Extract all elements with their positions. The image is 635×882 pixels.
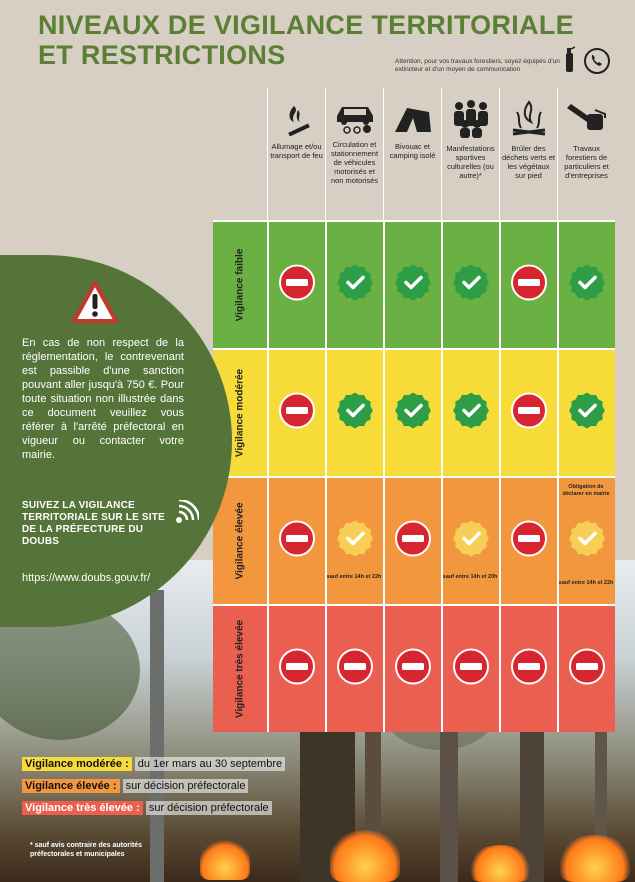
- allowed-check-icon: [453, 393, 489, 434]
- table-cell: [383, 222, 441, 348]
- column-label: Circulation et stationnement de véhicules motorisés et non motorisés: [330, 140, 379, 185]
- column-label: Bivouac et camping isolé: [389, 142, 436, 160]
- table-header: [267, 88, 615, 220]
- cell-note: Obligation de déclarer en mairie: [562, 484, 610, 497]
- legend-text: sur décision préfectorale: [146, 801, 272, 815]
- prefecture-link[interactable]: https://www.doubs.gouv.fr/: [22, 572, 151, 584]
- forbidden-icon: [279, 393, 315, 434]
- chainsaw-icon: [565, 100, 609, 138]
- forbidden-icon: [279, 521, 315, 562]
- row-label: [213, 606, 267, 732]
- cell-note: sauf entre 14h et 22h: [558, 580, 614, 586]
- allowed-check-icon: [569, 265, 605, 306]
- title-line-2: ET RESTRICTIONS: [38, 40, 286, 70]
- table-cell: [325, 222, 383, 348]
- cell-note: sauf entre 14h et 22h: [326, 574, 382, 580]
- allowed-check-icon: [337, 393, 373, 434]
- row-label-text: Vigilance très élevée: [234, 619, 246, 719]
- legend-tag: Vigilance élevée :: [22, 779, 120, 793]
- table-cell: [383, 478, 441, 604]
- forbidden-icon: [279, 649, 315, 690]
- conditional-check-icon: [453, 521, 489, 562]
- table-cell: [383, 350, 441, 476]
- column-header-fire: [267, 88, 325, 220]
- column-header-vehicles: [325, 88, 383, 220]
- table-cell: [557, 222, 615, 348]
- table-cell: [441, 478, 499, 604]
- forbidden-icon: [511, 393, 547, 434]
- allowed-check-icon: [395, 393, 431, 434]
- row-label-text: Vigilance modérée: [234, 368, 246, 458]
- allowed-check-icon: [337, 265, 373, 306]
- table-cell: [267, 478, 325, 604]
- legend-moderee: [22, 758, 285, 770]
- forbidden-icon: [395, 521, 431, 562]
- title-line-1: NIVEAUX DE VIGILANCE TERRITORIALE: [38, 10, 574, 40]
- column-header-forestry: [557, 88, 615, 220]
- table-cell: [267, 222, 325, 348]
- legend-tres-elevee: [22, 802, 272, 814]
- table-cell: [267, 350, 325, 476]
- conditional-check-icon: [337, 521, 373, 562]
- footnote: * sauf avis contraire des autorités préfectorales et municipales: [30, 842, 143, 858]
- column-label: Allumage et/ou transport de feu: [270, 142, 323, 160]
- legend-text: du 1er mars au 30 septembre: [135, 757, 285, 771]
- column-label: Manifestations sportives culturelles (ou autre)*: [446, 144, 495, 180]
- column-header-camping: [383, 88, 441, 220]
- cell-note: sauf entre 14h et 20h: [442, 574, 498, 580]
- row-label-text: Vigilance faible: [234, 248, 246, 322]
- vehicles-icon: [333, 100, 377, 134]
- equipment-note: Attention, pour vos travaux forestiers, soyez équipés d'un extincteur et d'un moyen de communication: [395, 58, 560, 73]
- table-cell: [441, 222, 499, 348]
- forbidden-icon: [511, 265, 547, 306]
- legend-text: sur décision préfectorale: [123, 779, 249, 793]
- table-cell: [267, 606, 325, 732]
- table-cell: [557, 350, 615, 476]
- forbidden-icon: [511, 649, 547, 690]
- row-vigilance-faible: [213, 220, 615, 348]
- column-header-burning: [499, 88, 557, 220]
- extinguisher-icon: [564, 46, 575, 72]
- column-header-events: [441, 88, 499, 220]
- forbidden-icon: [337, 649, 373, 690]
- wifi-icon: [175, 500, 199, 524]
- forbidden-icon: [453, 649, 489, 690]
- row-vigilance-tres-elevee: [213, 604, 615, 732]
- column-label: Brûler des déchets verts et les végétaux sur pied: [502, 144, 555, 180]
- table-cell: [441, 606, 499, 732]
- table-cell: [325, 350, 383, 476]
- forbidden-icon: [395, 649, 431, 690]
- table-cell: [325, 606, 383, 732]
- row-vigilance-elevee: [213, 476, 615, 604]
- follow-vigilance-text: SUIVEZ LA VIGILANCE TERRITORIALE SUR LE SITE DE LA PRÉFECTURE DU DOUBS: [22, 500, 165, 547]
- table-cell: [499, 350, 557, 476]
- allowed-check-icon: [453, 265, 489, 306]
- table-cell: [499, 222, 557, 348]
- column-label: Travaux forestiers de particuliers et d'entreprises: [564, 144, 609, 180]
- burning-leaves-icon: [509, 100, 549, 138]
- legend-tag: Vigilance très élevée :: [22, 801, 143, 815]
- fire-cigarette-icon: [280, 102, 314, 136]
- allowed-check-icon: [395, 265, 431, 306]
- forbidden-icon: [279, 265, 315, 306]
- warning-icon: [72, 281, 118, 323]
- table-cell: [499, 478, 557, 604]
- table-cell: [383, 606, 441, 732]
- forbidden-icon: [569, 649, 605, 690]
- forbidden-icon: [511, 521, 547, 562]
- table-cell: [325, 478, 383, 604]
- crowd-icon: [449, 98, 493, 138]
- sanction-paragraph: En cas de non respect de la réglementation, le contrevenant est passible d'une sanction pouvant aller jusqu'à 750 €. Pour toute situation non illustrée dans ce document veuillez vous référer à l'arrêté préfectoral en vigueur ou contacter votre mairie.: [22, 337, 184, 461]
- tent-icon: [393, 102, 433, 136]
- row-label: [213, 222, 267, 348]
- row-label-text: Vigilance élevée: [234, 502, 246, 580]
- legend-elevee: [22, 780, 248, 792]
- table-cell: [557, 606, 615, 732]
- row-vigilance-moderee: [213, 348, 615, 476]
- allowed-check-icon: [569, 393, 605, 434]
- table-cell: [441, 350, 499, 476]
- table-cell: [499, 606, 557, 732]
- legend-tag: Vigilance modérée :: [22, 757, 132, 771]
- conditional-check-icon: [569, 521, 605, 562]
- phone-icon: [584, 48, 610, 74]
